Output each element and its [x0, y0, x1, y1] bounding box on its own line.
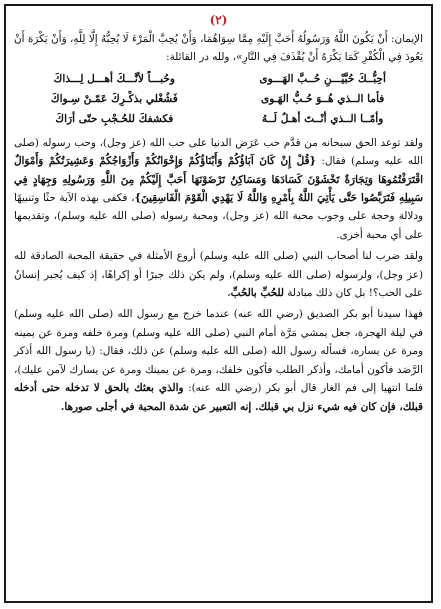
paragraph-text: ،	[227, 287, 231, 300]
poem	[14, 69, 423, 129]
paragraph-text: ولقد توعد الحق سبحانه من قدَّم حب عَرَض الدنيا على حب الله (عز وجل)، وحب رسوله (صلى الله عليه وسلم) فقال:	[14, 136, 423, 168]
intro-paragraph	[14, 30, 423, 67]
paragraph-text: فهذا سيدنا أبو بكر الصديق (رضي الله عنه) عندما خرج مع رسول الله (صلى الله عليه وسلم) في ليلة الهجرة، جعل يمشي مَرَّة أمام النبي (صلى الله عليه وسلم) ومرة خلفه ومرة عن يمينه ومرة عن يساره، فسأله رسول الله (صلى الله عليه وسلم) عن ذلك، فقال: (يا رسول الله أذكر الرَّصَد فأكون أمامك، وأذكر الطلب فأكون خلفك، ومرة عن يمينك ومرة عن يسارك لآمن عليك)، فلما انتهيا إلى فم الغار قال أبو بكر (رضي الله عنه):	[14, 308, 423, 395]
poem-hemistich: فَشُغْلي بذكْـرِكَ عَمّـنْ سِـواكَ	[50, 92, 178, 105]
intro-text: ولله در القائلة:	[166, 51, 233, 64]
paragraph-text: ، فكفى بهذه الآية حثًا وتنبيهًا ودلالة وحجة على وجوب محبة الله (عز وجل)، ومحبة رسوله (صلى الله عليه وسلم)، وتقديمها على أي محبة أخرى.	[14, 192, 423, 241]
poem-hemistich: وأمّــا الــذي أنْــتَ أهـلٌ لَــهُ	[261, 112, 384, 125]
companions-paragraph	[14, 247, 423, 302]
poem-line	[14, 109, 423, 129]
poem-hemistich: أحِبُّــكَ حُبَّيْـــنِ حُــبَّ الهَـــوى	[259, 72, 386, 85]
hadith-text: الإيمان: أَنْ يَكُونَ اللَّهُ وَرَسُولُهُ أَحَبَّ إِلَيْهِ مِمَّا سِوَاهُمَا، وَأَنْ يُحِبَّ الْمَرْءَ لَا يُحِبُّهُ إِلَّا لِلَّهِ، وَأَنْ يَكْرَهَ أَنْ يَعُودَ فِي الْكُفْرِ كَمَا يَكْرَهُ أَنْ يُقْذَفَ فِي النَّارِ»،	[14, 33, 423, 64]
abu-bakr-paragraph	[14, 305, 423, 415]
poem-line	[14, 69, 423, 89]
verse-paragraph	[14, 134, 423, 244]
quran-verse: {قُلْ إِنْ كَانَ آبَاؤُكُمْ وَأَبْنَاؤُكُمْ وَإِخْوَانُكُمْ وَأَزْوَاجُكُمْ وَعَشِيرَتُكُمْ وَأَمْوَالٌ اقْتَرَفْتُمُوهَا وَتِجَارَةٌ تَخْشَوْنَ كَسَادَهَا وَمَسَاكِنُ تَرْضَوْنَهَا أَحَبَّ إِلَيْكُمْ مِنَ اللَّهِ وَرَسُولِهِ وَجِهَادٍ فِي سَبِيلِهِ فَتَرَبَّصُوا حَتَّى يَأْتِيَ اللَّهُ بِأَمْرِهِ وَاللَّهُ لَا يَهْدِي الْقَوْمَ الْفَاسِقِينَ}	[14, 155, 424, 205]
page-number: (٢)	[209, 13, 228, 27]
emphasis-text: للحُبِّ بالحُبِّ	[230, 287, 284, 300]
poem-hemistich: فكشفكَ للحُـجْبِ حتّى أرَاكَ	[55, 112, 174, 125]
poem-hemistich: فأما الــذي هُــوَ حُـبُّ الهَـوى	[260, 92, 385, 105]
emphasis-text: والذي بعثك بالحق لا تدخله حتى أدخله قبلك، فإن كان فيه شيء نزل بي قبلك. إنه التعبير عن شدة المحبة في أجلى صورها.	[14, 382, 423, 413]
paragraph-text: ولقد ضرب لنا أصحاب النبي (صلى الله عليه وسلم) أروع الأمثلة في حقيقة المحبة الصادقة لله (عز وجل)، ولرسوله (صلى الله عليه وسلم)، ولم يكن ذلك جبرًا أو إكراهًا، إذ كيف يُجبر إنسانٌ على الحب؟! بل كان ذلك مبادلة	[14, 250, 423, 300]
poem-line	[14, 89, 423, 109]
document-page	[4, 4, 433, 603]
poem-hemistich: وحُبـــاً لأنَّـــكَ أهـــل لِـــذاكَ	[53, 72, 176, 85]
